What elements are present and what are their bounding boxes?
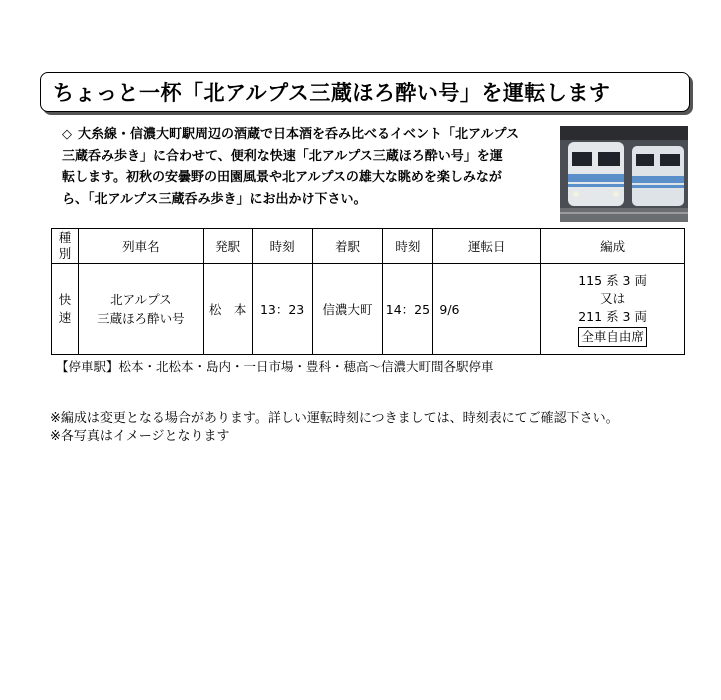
train-photo (560, 126, 688, 222)
page-title (40, 72, 690, 112)
intro-line-1: ◇ 大糸線・信濃大町駅周辺の酒蔵で日本酒を呑み比べるイベント「北アルプス (62, 127, 519, 142)
intro-line-3: 転します。初秋の安曇野の田園風景や北アルプスの雄大な眺めを楽しみなが (62, 170, 502, 185)
cell-departure-station: 松 本 (203, 264, 252, 355)
cell-train-name: 北アルプス 三蔵ほろ酔い号 (78, 264, 203, 355)
train-schedule-table (51, 228, 685, 355)
note-2: ※各写真はイメージとなります (50, 428, 230, 444)
header-date: 運転日 (433, 229, 541, 264)
train-photo-icon (560, 126, 688, 222)
cell-formation: 115 系 3 両 又は 211 系 3 両 全車自由席 (541, 264, 685, 355)
cell-type: 快 速 (52, 264, 79, 355)
header-departure-time: 時刻 (252, 229, 312, 264)
notes (50, 410, 619, 445)
table-header-row (52, 229, 685, 264)
header-departure-station: 発駅 (203, 229, 252, 264)
cell-arrival-station: 信濃大町 (312, 264, 383, 355)
header-arrival-time: 時刻 (383, 229, 433, 264)
note-1: ※編成は変更となる場合があります。詳しい運転時刻につきましては、時刻表にてご確認下さい。 (50, 411, 619, 426)
formation-note-badge: 全車自由席 (578, 327, 647, 347)
header-arrival-station: 着駅 (312, 229, 383, 264)
header-train-name: 列車名 (78, 229, 203, 264)
intro-line-2: 三蔵呑み歩き」に合わせて、便利な快速「北アルプス三蔵ほろ酔い号」を運 (62, 148, 503, 164)
header-formation: 編成 (541, 229, 685, 264)
table-row (52, 264, 685, 355)
header-type: 種 別 (52, 229, 79, 264)
cell-date: 9/6 (433, 264, 541, 355)
cell-departure-time: 13：23 (252, 264, 312, 355)
stop-stations: 【停車駅】松本・北松本・島内・一日市場・豊科・穂高～信濃大町間各駅停車 (56, 359, 494, 374)
page-title-text: ちょっと一杯「北アルプス三蔵ほろ酔い号」を運転します (53, 81, 611, 105)
intro-paragraph (62, 124, 554, 210)
intro-line-4: ら、「北アルプス三蔵呑み歩き」にお出かけ下さい。 (62, 191, 367, 207)
diamond-icon: ◇ (62, 127, 72, 142)
cell-arrival-time: 14：25 (383, 264, 433, 355)
